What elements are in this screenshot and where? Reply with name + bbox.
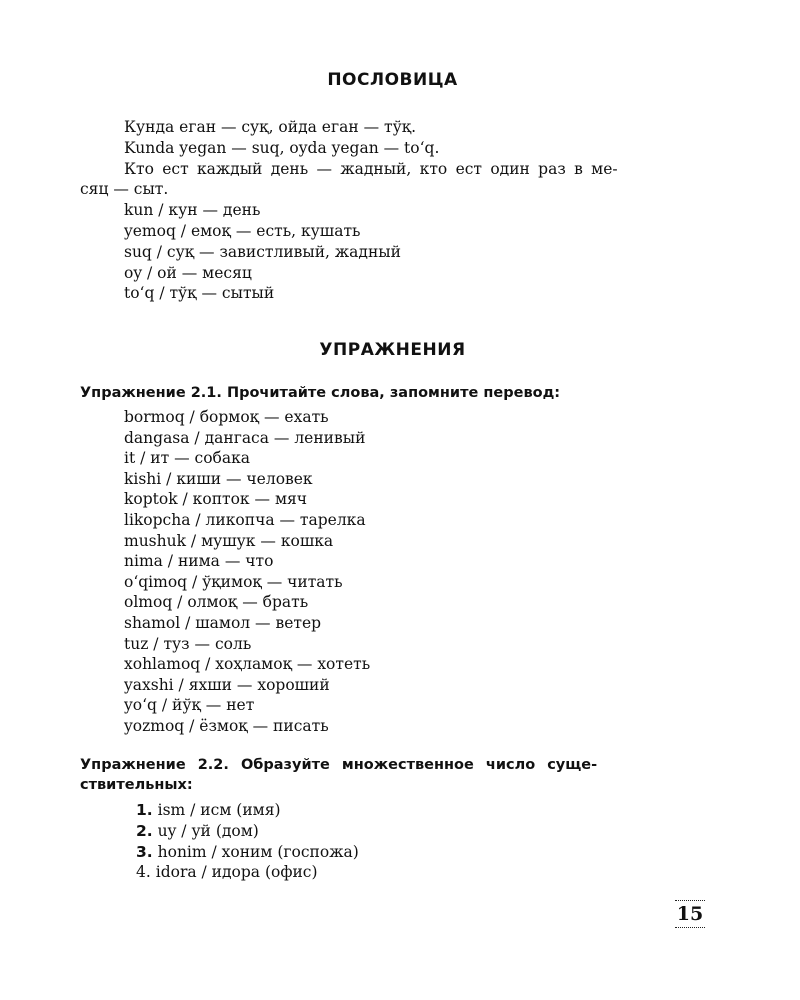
exercise-2-1-title: Упражнение 2.1. Прочитайте слова, запомните перевод: xyxy=(80,385,561,401)
proverb-block xyxy=(80,117,705,304)
word-item: mushuk / мушук — кошка xyxy=(124,531,334,550)
book-page xyxy=(80,0,705,1000)
item-text: uy / уй (дом) xyxy=(157,821,259,840)
word-item: tuz / туз — соль xyxy=(124,634,252,653)
word-item: nima / нима — что xyxy=(124,552,274,571)
list-item xyxy=(136,842,359,863)
page-number: 15 xyxy=(675,900,705,928)
word-item: yo‘q / йўқ — нет xyxy=(124,696,255,715)
list-item xyxy=(136,800,359,821)
word-item: bormoq / бормоқ — ехать xyxy=(124,408,329,426)
item-text: ism / исм (имя) xyxy=(157,801,281,819)
exercise-2-2-title-line2: ствительных: xyxy=(80,777,193,793)
word-item: dangasa / дангаса — ленивый xyxy=(124,428,366,447)
exercises-heading: УПРАЖНЕНИЯ xyxy=(319,340,466,360)
item-number: 2. xyxy=(136,821,153,840)
proverb-cyrillic: Кунда еган — суқ, ойда еган — тўқ. xyxy=(124,118,417,136)
proverb-translation-line1: Кто ест каждый день — жадный, кто ест один раз в ме- xyxy=(124,159,618,178)
proverb-heading: ПОСЛОВИЦА xyxy=(327,70,458,90)
exercise-2-2-title-line1: Упражнение 2.2. Образуйте множественное число суще- xyxy=(80,757,598,773)
item-number: 1. xyxy=(136,801,153,819)
item-text: honim / хоним (госпожа) xyxy=(157,842,359,861)
word-item: koptok / копток — мяч xyxy=(124,490,308,509)
exercise-2-2-title xyxy=(80,755,705,795)
item-number: 4. xyxy=(136,863,151,882)
word-item: o‘qimoq / ўқимоқ — читать xyxy=(124,572,343,591)
word-item: yaxshi / яхши — хороший xyxy=(124,675,330,694)
word-item: shamol / шамол — ветер xyxy=(124,613,322,632)
vocab-item: suq / суқ — завистливый, жадный xyxy=(124,242,401,261)
vocab-item: oy / ой — месяц xyxy=(124,263,252,282)
exercise-2-2-list xyxy=(136,800,359,883)
word-item: likopcha / ликопча — тарелка xyxy=(124,510,366,529)
item-number: 3. xyxy=(136,842,153,861)
vocab-item: to‘q / тўқ — сытый xyxy=(124,284,275,303)
vocab-item: kun / кун — день xyxy=(124,201,261,220)
list-item xyxy=(136,862,359,883)
word-item: it / ит — собака xyxy=(124,449,251,468)
word-item: olmoq / олмоқ — брать xyxy=(124,593,309,612)
list-item xyxy=(136,821,359,842)
proverb-translation-line2: сяц — сыт. xyxy=(80,180,169,199)
word-item: xohlamoq / хоҳламоқ — хотеть xyxy=(124,655,371,674)
item-text: idora / идора (офис) xyxy=(155,863,318,882)
exercise-2-1-word-list xyxy=(124,407,370,737)
proverb-latin: Kunda yegan — suq, oyda yegan — to‘q. xyxy=(124,138,440,157)
word-item: yozmoq / ёзмоқ — писать xyxy=(124,716,329,735)
vocab-item: yemoq / емоқ — есть, кушать xyxy=(124,221,361,240)
word-item: kishi / киши — человек xyxy=(124,469,313,488)
